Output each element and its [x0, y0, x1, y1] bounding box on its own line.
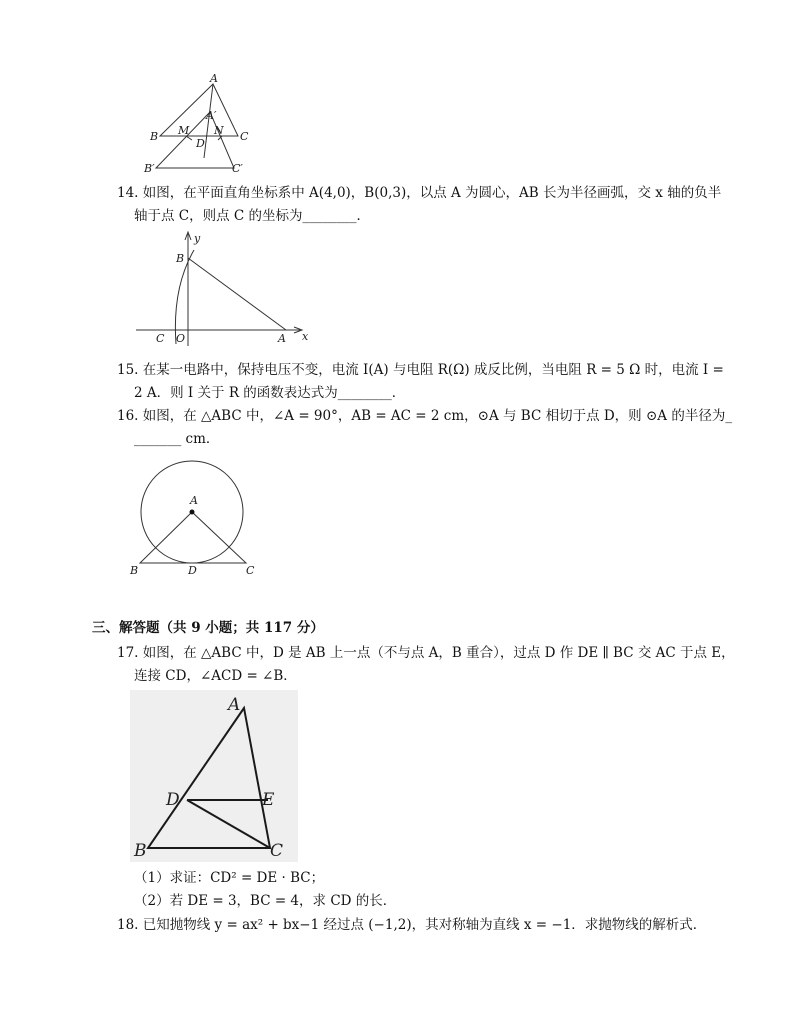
- q15-line1: 15. 在某一电路中，保持电压不变，电流 I(A) 与电阻 R(Ω) 成反比例，当电阻 R = 5 Ω 时，电流 I =: [117, 362, 724, 378]
- label-B-prime: B′: [144, 162, 155, 175]
- origin-O-label: O: [176, 332, 186, 345]
- q14-line1: 14. 如图，在平面直角坐标系中 A(4,0)，B(0,3)，以点 A 为圆心，AB 长为半径画弧，交 x 轴的负半: [117, 185, 722, 201]
- axis-x-label: x: [302, 330, 309, 343]
- label-N: N: [214, 124, 224, 137]
- point-A-label: A: [278, 332, 286, 345]
- axis-y-label: y: [194, 232, 201, 245]
- top-triangle-figure: [140, 72, 260, 176]
- point-E-label: E: [262, 790, 275, 810]
- q17-sub2: （2）若 DE = 3，BC = 4，求 CD 的长．: [134, 893, 397, 909]
- q17-sub1: （1）求证：CD² = DE · BC；: [134, 870, 325, 886]
- point-C-label: C: [156, 332, 165, 345]
- point-B-label: B: [130, 564, 139, 577]
- q18-line1: 18. 已知抛物线 y = ax² + bx−1 经过点 (−1,2)，其对称轴为直线 x = −1．求抛物线的解析式．: [117, 917, 707, 933]
- q16-line2: _______ cm．: [134, 431, 220, 447]
- point-A-label: A: [190, 494, 198, 507]
- q15-line2: 2 A．则 I 关于 R 的函数表达式为________．: [134, 385, 406, 401]
- q14-coordinate-figure: [130, 228, 320, 348]
- point-B-label: B: [176, 252, 185, 265]
- point-C-label: C: [246, 564, 255, 577]
- q17-line1: 17. 如图，在 △ABC 中，D 是 AB 上一点（不与点 A，B 重合），过点 D 作 DE ∥ BC 交 AC 于点 E，: [117, 645, 735, 661]
- q17-line2: 连接 CD，∠ACD = ∠B．: [134, 668, 297, 684]
- point-D-label: D: [188, 564, 197, 577]
- label-C: C: [240, 130, 249, 143]
- q16-line1: 16. 如图，在 △ABC 中，∠A = 90°，AB = AC = 2 cm，⊙A 与 BC 相切于点 D，则 ⊙A 的半径为_: [117, 408, 733, 424]
- label-D: D: [196, 137, 205, 150]
- label-B: B: [150, 130, 159, 143]
- label-C-prime: C′: [232, 162, 243, 175]
- section-heading: 三、解答题（共 9 小题；共 117 分）: [92, 620, 324, 636]
- point-C-label: C: [270, 841, 284, 861]
- q17-triangle-figure: [130, 690, 298, 862]
- point-B-label: B: [134, 841, 147, 861]
- point-A-label: A: [228, 695, 241, 715]
- label-M: M: [178, 124, 190, 137]
- label-A: A: [210, 72, 218, 85]
- point-D-label: D: [166, 790, 180, 810]
- q16-circle-figure: [126, 462, 266, 580]
- label-A-prime: A′: [206, 109, 217, 122]
- q14-line2: 轴于点 C，则点 C 的坐标为________．: [134, 208, 371, 224]
